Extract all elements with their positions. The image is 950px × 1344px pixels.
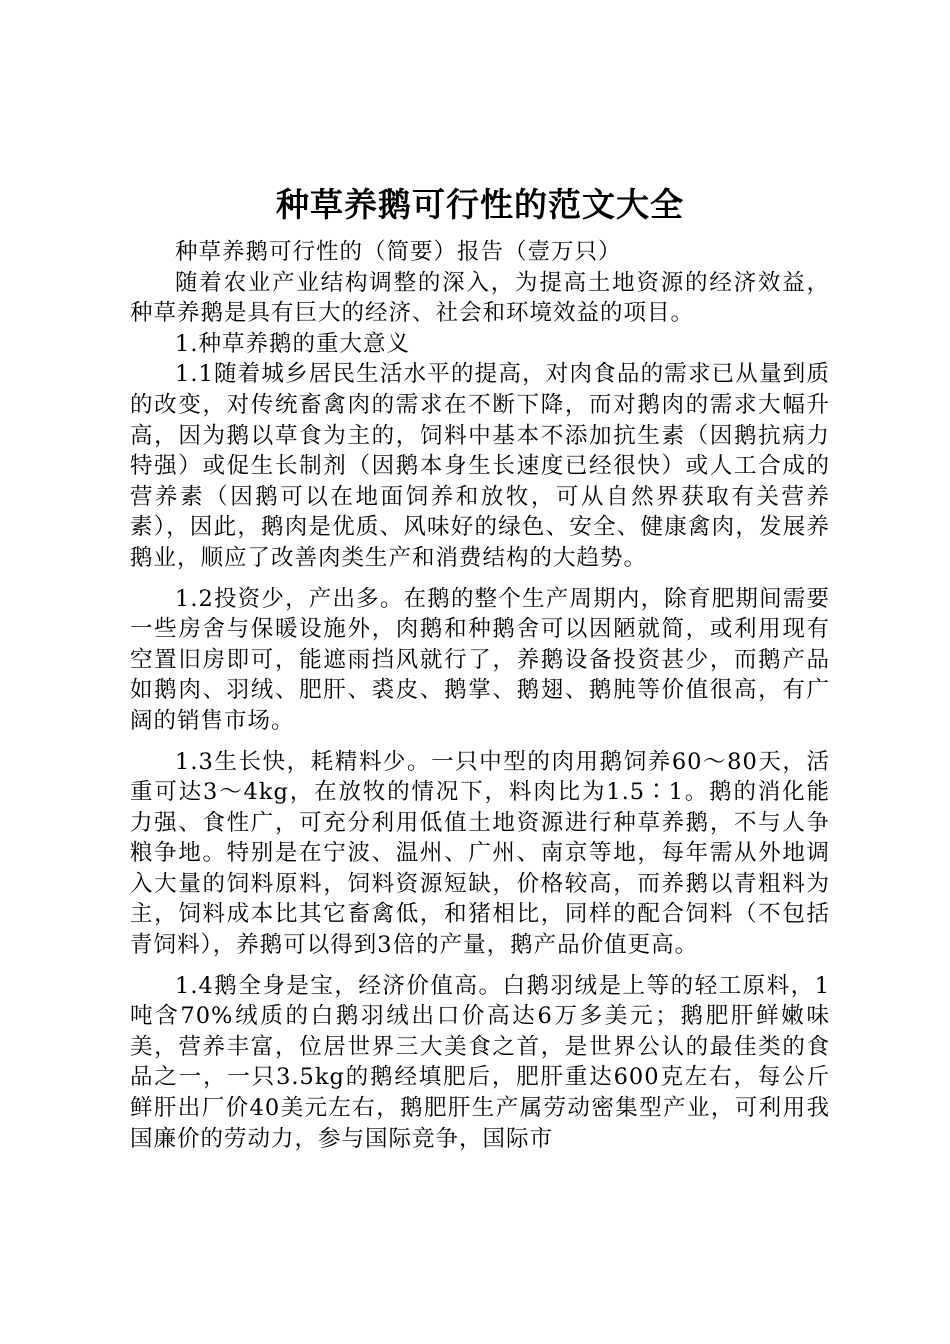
paragraph-1-4: 1.4鹅全身是宝，经济价值高。白鹅羽绒是上等的轻工原料，1吨含70%绒质的白鹅羽绒出口价高达6万多美元；鹅肥肝鲜嫩味美，营养丰富，位居世界三大美食之首，是世界公认的最佳类的食品之一，一只3.5kg的鹅经填肥后，肥肝重达600克左右，每公斤鲜肝出厂价40美元左右，鹅肥肝生产属劳动密集型产业，可利用我国廉价的劳动力，参与国际竞争，国际市 (130, 972, 830, 1152)
paragraph-1-2: 1.2投资少，产出多。在鹅的整个生产周期内，除育肥期间需要一些房舍与保暖设施外，肉鹅和种鹅舍可以因陋就简，或利用现有空置旧房即可，能遮雨挡风就行了，养鹅设备投资甚少，而鹅产品如鹅肉、羽绒、肥肝、裘皮、鹅掌、鹅翅、鹅肫等价值很高，有广阔的销售市场。 (130, 585, 830, 734)
paragraph-1-3: 1.3生长快，耗精料少。一只中型的肉用鹅饲养60～80天，活重可达3～4kg，在放牧的情况下，料肉比为1.5∶1。鹅的消化能力强、食性广，可充分利用低值土地资源进行种草养鹅，不与人争粮争地。特别是在宁波、温州、广州、南京等地，每年需从外地调入大量的饲料原料，饲料资源短缺，价格较高，而养鹅以青粗料为主，饲料成本比其它畜禽低，和猪相比，同样的配合饲料（不包括青饲料），养鹅可以得到3倍的产量，鹅产品价值更高。 (130, 748, 830, 959)
section-heading: 1.种草养鹅的重大意义 (175, 330, 410, 357)
paragraph-1-1: 1.1随着城乡居民生活水平的提高，对肉食品的需求已从量到质的改变，对传统畜禽肉的需求在不断下降，而对鹅肉的需求大幅升高，因为鹅以草食为主的，饲料中基本不添加抗生素（因鹅抗病力特强）或促生长制剂（因鹅本身生长速度已经很快）或人工合成的营养素（因鹅可以在地面饲养和放牧，可从自然界获取有关营养素），因此，鹅肉是优质、风味好的绿色、安全、健康禽肉，发展养鹅业，顺应了改善肉类生产和消费结构的大趋势。 (130, 361, 830, 571)
subtitle-paragraph: 种草养鹅可行性的（简要）报告（壹万只） (175, 239, 622, 265)
document-page (130, 175, 830, 1154)
intro-paragraph: 随着农业产业结构调整的深入，为提高土地资源的经济效益，种草养鹅是具有巨大的经济、社会和环境效益的项目。 (130, 269, 830, 327)
document-title: 种草养鹅可行性的范文大全 (276, 185, 684, 224)
